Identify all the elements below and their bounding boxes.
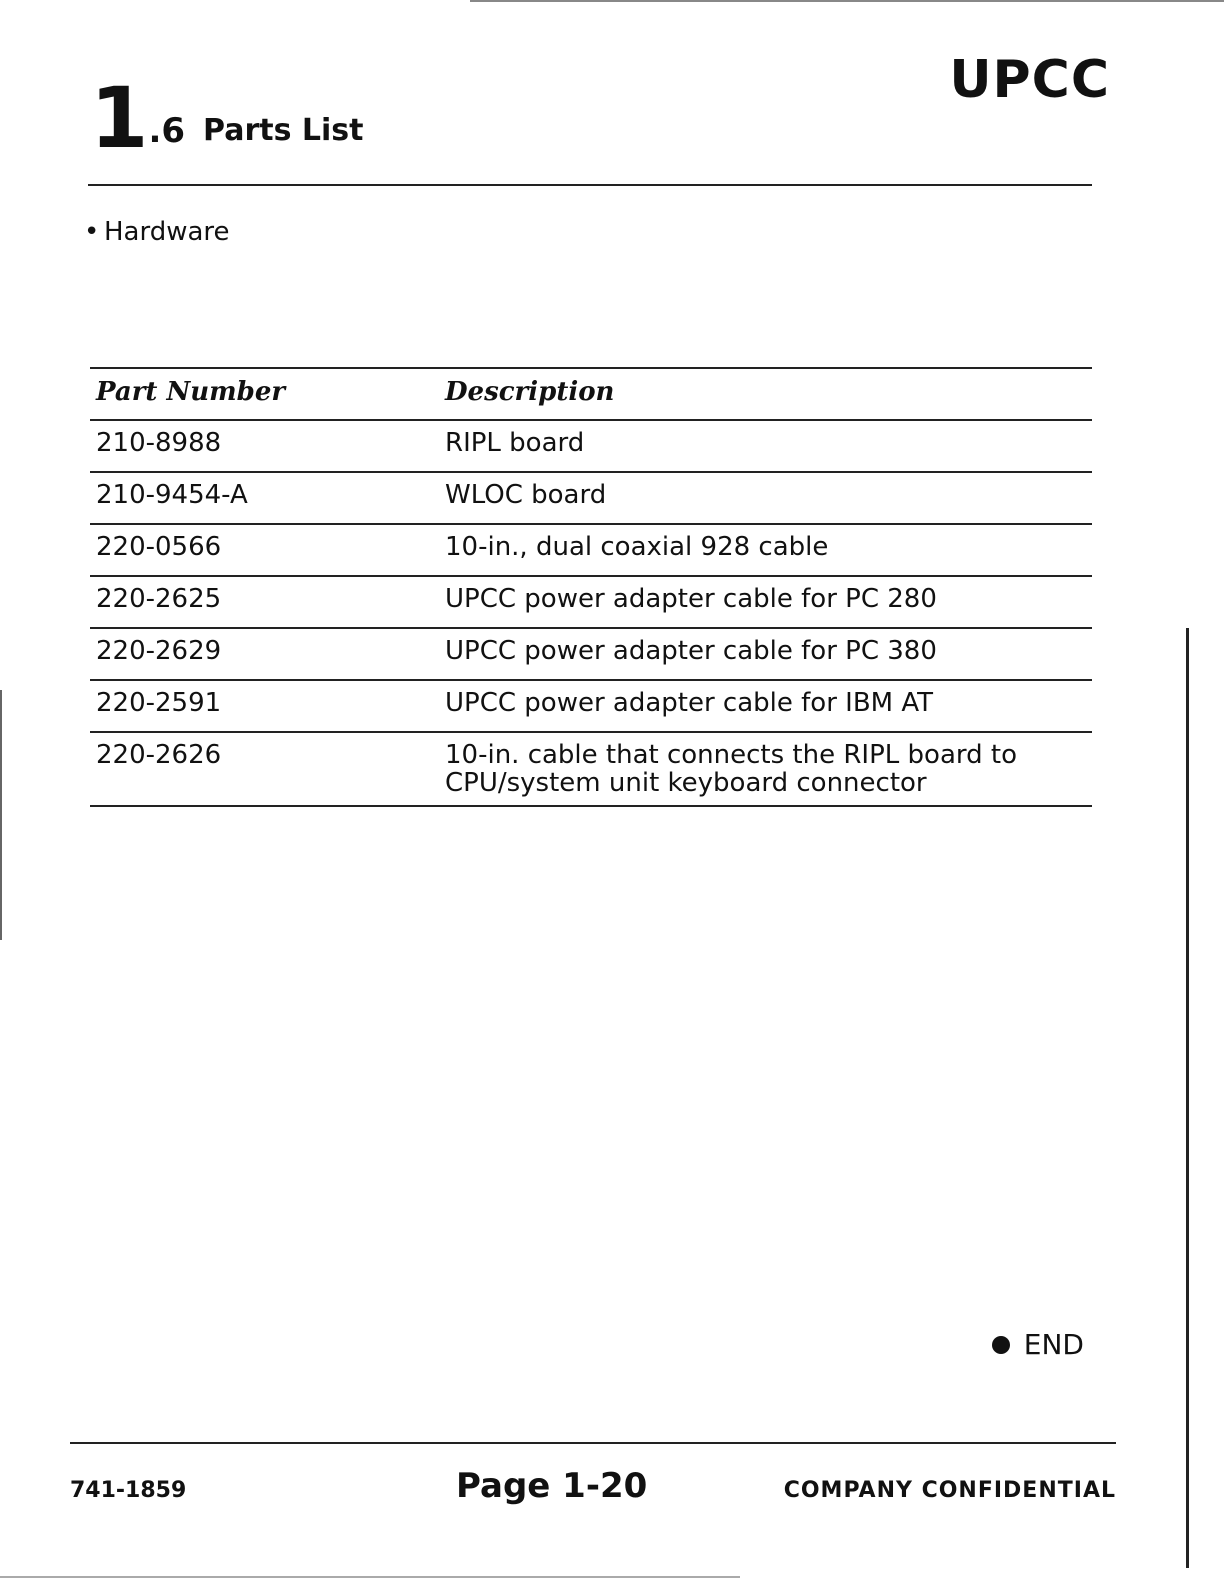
- section-heading: [90, 69, 364, 167]
- table-row: [90, 576, 1092, 628]
- description-cell: UPCC power adapter cable for PC 280: [439, 576, 1092, 628]
- table-row: [90, 628, 1092, 680]
- table-row: [90, 420, 1092, 472]
- column-header-part-number: Part Number: [90, 368, 439, 420]
- footer-doc-number: 741-1859: [70, 1478, 187, 1503]
- part-number-cell: 210-9454-A: [90, 472, 439, 524]
- table-row: [90, 680, 1092, 732]
- table-row: [90, 524, 1092, 576]
- column-header-description: Description: [439, 368, 1092, 420]
- description-cell: UPCC power adapter cable for IBM AT: [439, 680, 1092, 732]
- footer-confidential: COMPANY CONFIDENTIAL: [783, 1478, 1116, 1503]
- parts-table: [90, 367, 1092, 807]
- product-name: UPCC: [949, 50, 1110, 110]
- part-number-cell: 210-8988: [90, 420, 439, 472]
- footer-page-number: Page 1-20: [456, 1466, 648, 1506]
- part-number-cell: 220-2591: [90, 680, 439, 732]
- description-cell: 10-in. cable that connects the RIPL board to CPU/system unit keyboard connector: [439, 732, 1092, 806]
- bullet-text: Hardware: [104, 217, 230, 247]
- bullet-icon: •: [84, 217, 100, 247]
- part-number-cell: 220-0566: [90, 524, 439, 576]
- section-number-major: 1: [90, 69, 149, 167]
- description-cell: UPCC power adapter cable for PC 380: [439, 628, 1092, 680]
- footer-rule: [70, 1442, 1116, 1444]
- scan-artifact-top-line: [470, 0, 1224, 2]
- description-cell: 10-in., dual coaxial 928 cable: [439, 524, 1092, 576]
- table-row: [90, 472, 1092, 524]
- header-rule: [88, 184, 1092, 186]
- part-number-cell: 220-2629: [90, 628, 439, 680]
- table-row: [90, 732, 1092, 806]
- table-header-row: [90, 368, 1092, 420]
- description-cell: WLOC board: [439, 472, 1092, 524]
- scan-artifact-left-edge: [0, 690, 2, 940]
- scan-artifact-bottom-line: [0, 1576, 740, 1578]
- scan-artifact-right-edge: [1186, 628, 1189, 1568]
- end-label: END: [1023, 1328, 1084, 1361]
- end-marker: [992, 1328, 1084, 1362]
- part-number-cell: 220-2626: [90, 732, 439, 806]
- filled-circle-icon: [992, 1336, 1010, 1354]
- section-title: Parts List: [203, 113, 364, 148]
- section-number-minor: .6: [148, 111, 186, 151]
- description-cell: RIPL board: [439, 420, 1092, 472]
- part-number-cell: 220-2625: [90, 576, 439, 628]
- bullet-item: [84, 216, 230, 248]
